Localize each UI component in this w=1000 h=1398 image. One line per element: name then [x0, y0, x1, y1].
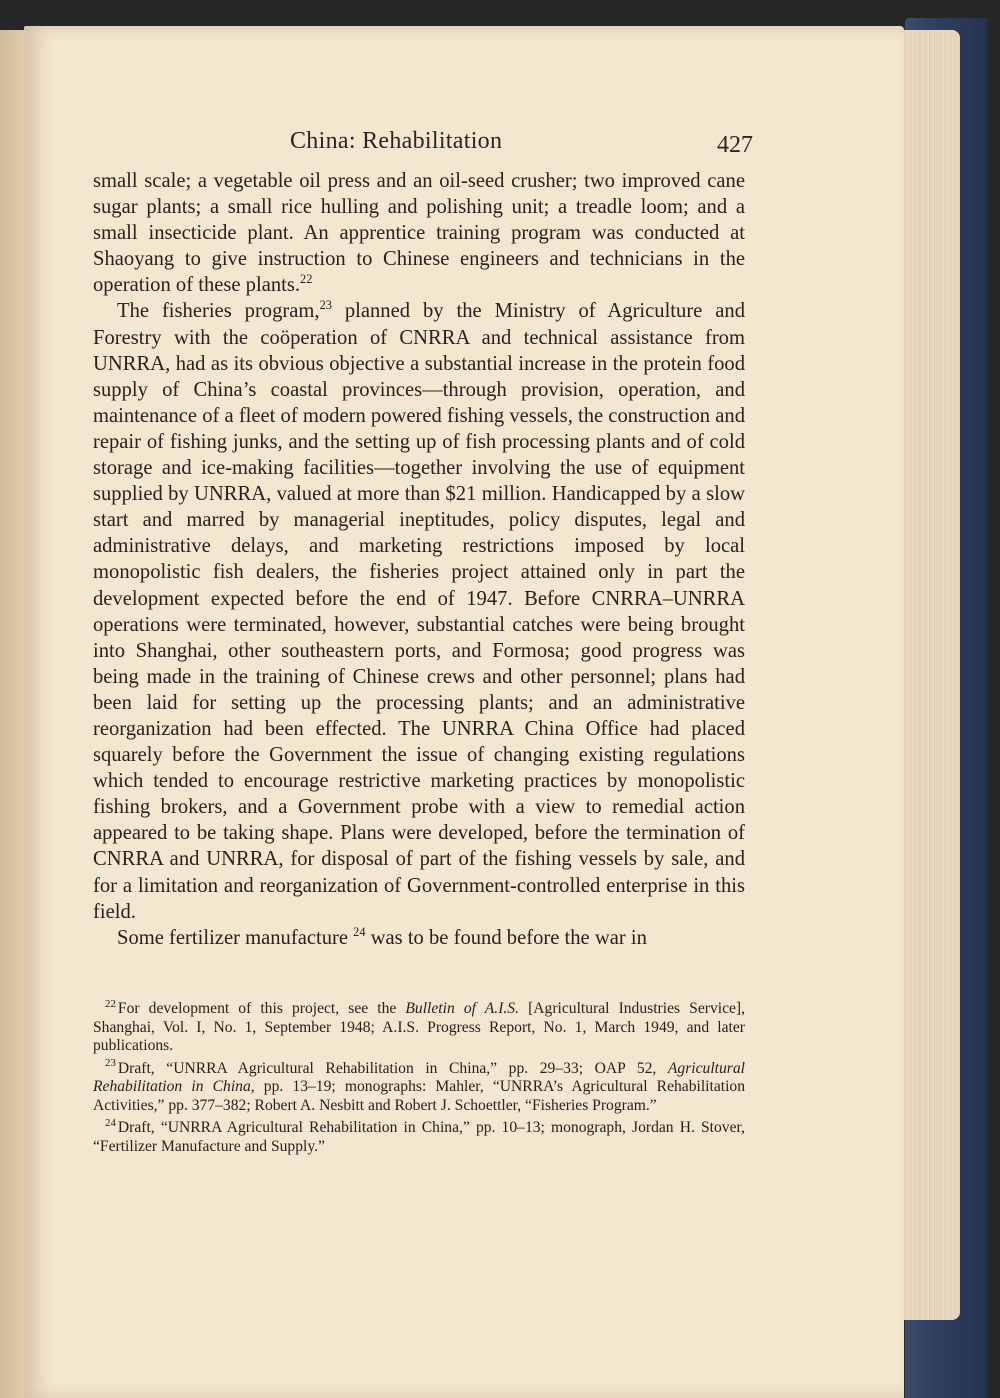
footnote-24: $^{24}$ Draft, “UNRRA Agricultural Rehabilitation in China,” pp. 10–13; monograph, Jordan H. Stover, “Fertilizer Manufacture and Supply.”	[93, 1116, 745, 1155]
page-header	[93, 128, 753, 162]
footnote-ref-24: 24	[353, 924, 366, 939]
footnotes	[93, 997, 746, 1160]
footnote-ref-22: 22	[300, 272, 313, 287]
page-number: 427	[717, 132, 753, 158]
running-head: China: Rehabilitation	[290, 128, 503, 154]
paragraph-3: Some fertilizer manufacture $^{24}$ was to be found before the war in	[117, 924, 647, 949]
footnote-ref-23: 23	[319, 298, 332, 313]
paragraph-2: The fisheries program,$^{23}$ planned by the Ministry of Agriculture and Forestry with the coöperation of CNRRA and technical assistance from UNRRA, had as its obvious objective a substantial increase in the protein food supply of China’s coastal provinces—through provision, operation, and maintenance of a fleet of modern powered fishing vessels, the construction and repair of fishing junks, and the setting up of fish processing plants and of cold storage and ice-making facilities—together involving the use of equipment supplied by UNRRA, valued at more than $21 million. Handicapped by a slow start and marred by managerial ineptitudes, policy disputes, legal and administrative delays, and marketing restrictions imposed by local monopolistic fish dealers, the fisheries project attained only in part the development expected before the end of 1947. Before CNRRA–UNRRA operations were terminated, however, substantial catches were being brought into Shanghai, other southeastern ports, and Formosa; good progress was being made in the training of Chinese crews and other personnel; plans had been laid for setting up the processing plants; and an administrative reorganization had been effected. The UNRRA China Office had placed squarely before the Government the issue of changing existing regulations which tended to encourage restrictive marketing practices by monopolistic fishing brokers, and a Government probe with a view to remedial action appeared to be taking shape. Plans were developed, before the termination of CNRRA and UNRRA, for disposal of part of the fishing vessels by sale, and for a limitation and reorganization of Government-controlled enterprise in this field.	[93, 298, 745, 923]
footnote-22: $^{22}$ For development of this project, see the Bulletin of A.I.S. [Agricultural Industries Service], Shanghai, Vol. I, No. 1, September 1948; A.I.S. Progress Report, No. 1, March 1949, and later publications.	[93, 997, 746, 1054]
paragraph-1: small scale; a vegetable oil press and an oil-seed crusher; two improved cane sugar plants; a small rice hulling and polishing unit; a treadle loom; and a small insecticide plant. An apprentice training program was conducted at Shaoyang to give instruction to Chinese engineers and technicians in the operation of these plants.$^{22}$	[93, 170, 745, 297]
body-text	[93, 168, 745, 951]
footnote-23: $^{23}$ Draft, “UNRRA Agricultural Rehabilitation in China,” pp. 29–33; OAP 52, Agricultural Rehabilitation in China, pp. 13–19; monographs: Mahler, “UNRRA’s Agricultural Rehabilitation Activities,” pp. 377–382; Robert A. Nesbitt and Robert J. Schoettler, “Fisheries Program.”	[93, 1057, 746, 1114]
